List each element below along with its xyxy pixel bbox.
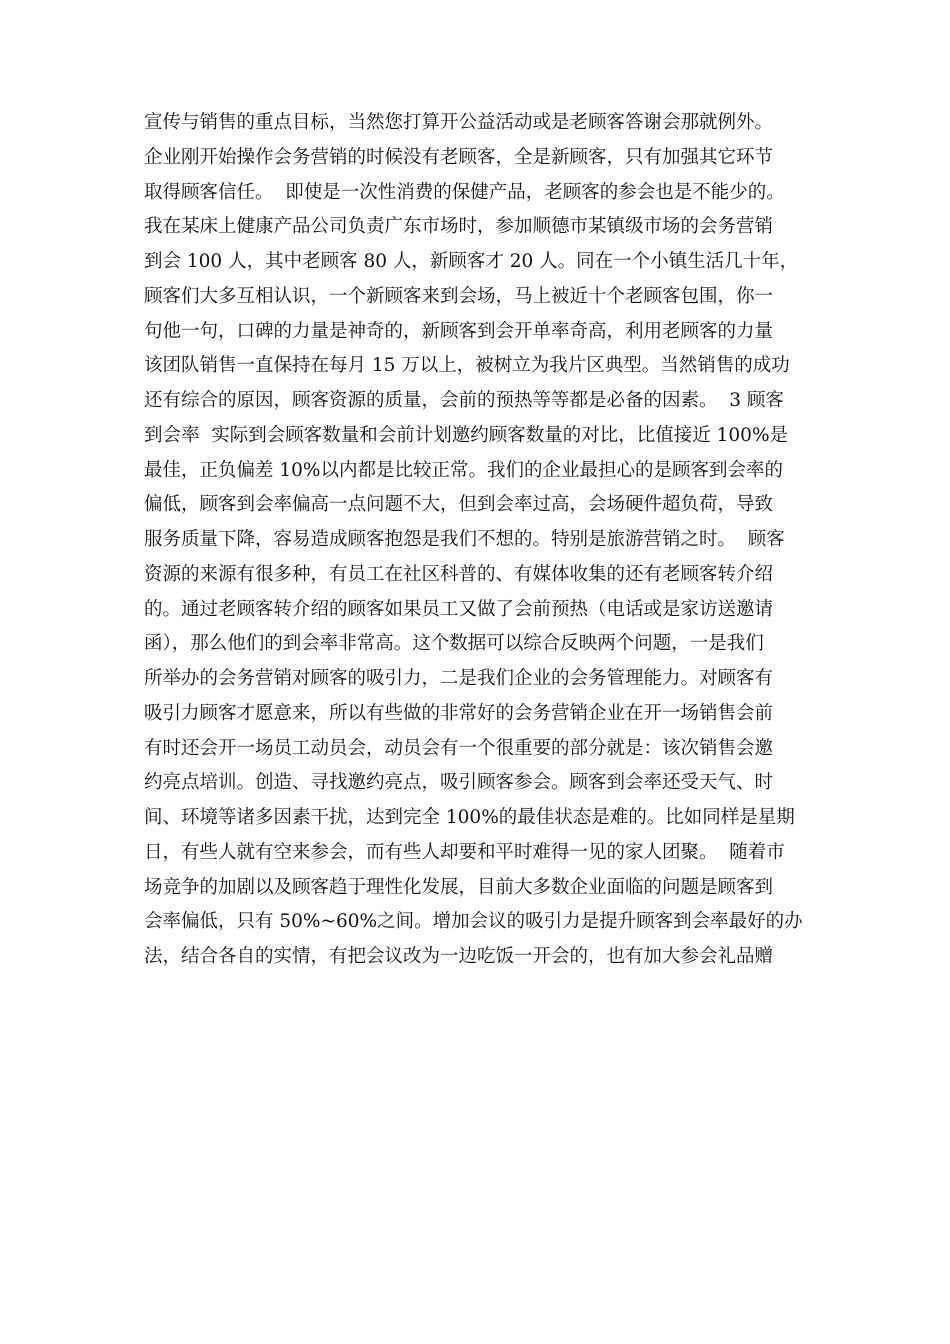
text-line: 顾客们大多互相认识，一个新顾客来到会场，马上被近十个老顾客包围，你一 [144,285,774,307]
text-line: 日，有些人就有空来参会，而有些人却要和平时难得一见的家人团聚。 随着市 [144,841,785,863]
body-text [144,106,814,975]
text-line: 还有综合的原因，顾客资源的质量，会前的预热等等都是必备的因素。 3 顾客 [144,390,784,411]
text-line: 所举办的会务营销对顾客的吸引力，二是我们企业的会务管理能力。对顾客有 [144,668,774,689]
text-line: 间、环境等诸多因素干扰，达到完全 100%的最佳状态是难的。比如同样是星期 [144,807,795,828]
text-line: 宣传与销售的重点目标，当然您打算开公益活动或是老顾客答谢会那就例外。 [144,112,774,133]
text-line: 偏低，顾客到会率偏高一点问题不大，但到会率过高，会场硬件超负荷，导致 [144,494,774,516]
text-line: 约亮点培训。创造、寻找邀约亮点，吸引顾客参会。顾客到会率还受天气、时 [144,772,774,794]
text-line: 有时还会开一场员工动员会，动员会有一个很重要的部分就是：该次销售会邀 [144,737,774,759]
text-line: 最佳，正负偏差 10%以内都是比较正常。我们的企业最担心的是顾客到会率的 [144,459,784,481]
text-line: 到会率 实际到会顾客数量和会前计划邀约顾客数量的对比，比值接近 100%是 [144,424,789,446]
text-line: 取得顾客信任。 即使是一次性消费的保健产品，老顾客的参会也是不能少的。 [144,181,785,203]
text-line: 会率偏低，只有 50%~60%之间。增加会议的吸引力是提升顾客到会率最好的办 [144,911,803,933]
text-line: 法，结合各自的实情，有把会议改为一边吃饭一开会的，也有加大参会礼品赠 [144,946,774,967]
text-line: 的。通过老顾客转介绍的顾客如果员工又做了会前预热（电话或是家访送邀请 [144,598,774,620]
text-line: 服务质量下降，容易造成顾客抱怨是我们不想的。特别是旅游营销之时。 顾客 [144,529,785,550]
text-line: 我在某床上健康产品公司负责广东市场时，参加顺德市某镇级市场的会务营销 [144,216,774,238]
text-line: 句他一句，口碑的力量是神奇的，新顾客到会开单率奇高，利用老顾客的力量 [144,320,774,342]
text-line: 函），那么他们的到会率非常高。这个数据可以综合反映两个问题，一是我们 [144,633,764,655]
text-line: 场竞争的加剧以及顾客趋于理性化发展，目前大多数企业面临的问题是顾客到 [144,876,774,898]
text-line: 吸引力顾客才愿意来，所以有些做的非常好的会务营销企业在开一场销售会前 [144,702,774,724]
text-line: 到会 100 人，其中老顾客 80 人，新顾客才 20 人。同在一个小镇生活几十年， [144,251,799,272]
text-line: 该团队销售一直保持在每月 15 万以上，被树立为我片区典型。当然销售的成功 [144,355,790,377]
text-line: 资源的来源有很多种，有员工在社区科普的、有媒体收集的还有老顾客转介绍 [144,563,774,585]
text-line: 企业刚开始操作会务营销的时候没有老顾客，全是新顾客，只有加强其它环节 [144,146,774,168]
